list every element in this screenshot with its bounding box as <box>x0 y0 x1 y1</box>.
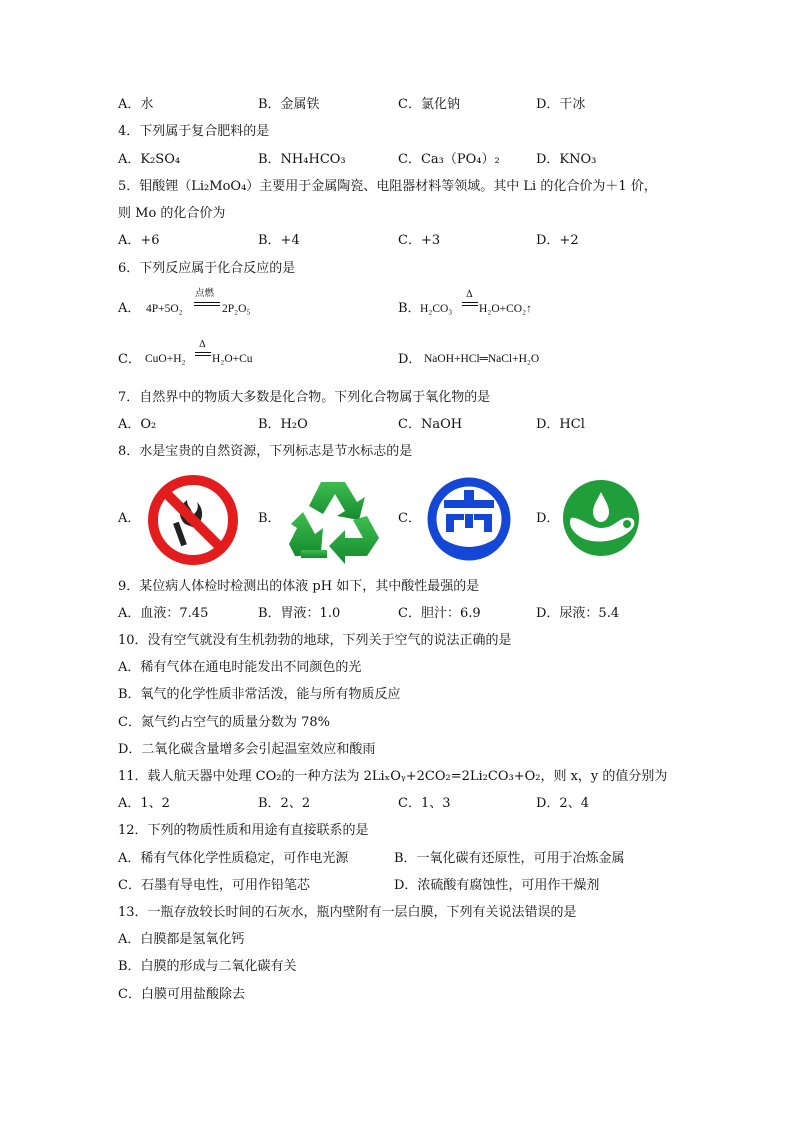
q6-label-c: C． <box>118 352 141 367</box>
q6-eq-a-arrow-bottom <box>194 305 220 306</box>
q4-stem: 4．下列属于复合肥料的是 <box>118 124 270 139</box>
q5-stem-line1: 5．钼酸锂（Li₂MoO₄）主要用于金属陶瓷、电阻器材料等领域。其中 Li 的化合价为＋1 价， <box>118 179 657 194</box>
q6-eq-c-left: CuO+H₂ <box>145 353 186 365</box>
q6-eq-a-right: 2P₂O₅ <box>222 303 251 315</box>
q4-option-a: A．K₂SO₄ <box>118 152 181 167</box>
q6-eq-a-left: 4P+5O₂ <box>146 303 183 315</box>
q13-option-c: C．白膜可用盐酸除去 <box>118 987 245 1002</box>
q12-stem: 12．下列的物质性质和用途有直接联系的是 <box>118 823 369 838</box>
q9-option-c: C．胆汁：6.9 <box>398 606 481 621</box>
q8-label-c: C． <box>398 511 421 526</box>
q10-option-b: B．氧气的化学性质非常活泼，能与所有物质反应 <box>118 687 401 702</box>
q11-option-c: C．1、3 <box>398 796 451 811</box>
q6-eq-b-arrow-top <box>462 302 478 303</box>
q9-option-a: A．血液：7.45 <box>118 606 209 621</box>
q12-option-b: B．一氧化碳有还原性，可用于冶炼金属 <box>394 851 625 866</box>
q6-eq-a-condition: 点燃 <box>195 288 215 299</box>
q8-label-a: A． <box>118 511 141 526</box>
q9-option-b: B．胃液：1.0 <box>258 606 341 621</box>
q8-label-b: B． <box>258 511 281 526</box>
q6-eq-a-arrow-top <box>194 302 220 303</box>
q7-option-a: A．O₂ <box>118 417 157 432</box>
q6-label-d: D． <box>398 352 422 367</box>
no-fire-sign-icon <box>147 474 239 566</box>
q3-option-b: B．金属铁 <box>258 97 320 112</box>
q3-option-a: A．水 <box>118 97 154 112</box>
q11-option-b: B．2、2 <box>258 796 311 811</box>
q6-eq-d: NaOH+HCl═NaCl+H₂O <box>424 353 540 365</box>
q5-option-b: B．+4 <box>258 233 300 248</box>
q13-stem: 13．一瓶存放较长时间的石灰水，瓶内壁附有一层白膜，下列有关说法错误的是 <box>118 905 577 920</box>
q7-option-c: C．NaOH <box>398 417 463 432</box>
recycle-sign-icon <box>287 472 383 568</box>
q13-option-a: A．白膜都是氢氧化钙 <box>118 932 245 947</box>
q4-option-c: C．Ca₃（PO₄）₂ <box>398 152 500 167</box>
q4-option-b: B．NH₄HCO₃ <box>258 152 346 167</box>
q13-option-b: B．白膜的形成与二氧化碳有关 <box>118 959 297 974</box>
q6-eq-c-arrow-bottom <box>195 355 211 356</box>
q8-stem: 8．水是宝贵的自然资源，下列标志是节水标志的是 <box>118 444 413 459</box>
q7-stem: 7．自然界中的物质大多数是化合物。下列化合物属于氧化物的是 <box>118 390 491 405</box>
q6-eq-b-right: H₂O+CO₂↑ <box>479 303 532 315</box>
q7-option-d: D．HCl <box>536 417 585 432</box>
q5-option-c: C．+3 <box>398 233 441 248</box>
q12-option-a: A．稀有气体化学性质稳定，可作电光源 <box>118 851 349 866</box>
q6-label-a: A． <box>118 301 141 316</box>
water-saving-tap-sign-icon <box>424 474 514 564</box>
q6-eq-c-right: H₂O+Cu <box>212 353 253 365</box>
q5-option-a: A．+6 <box>118 233 160 248</box>
q4-option-d: D．KNO₃ <box>536 152 597 167</box>
q10-option-d: D．二氧化碳含量增多会引起温室效应和酸雨 <box>118 742 376 757</box>
q12-option-d: D．浓硫酸有腐蚀性，可用作干燥剂 <box>394 878 600 893</box>
q10-option-c: C．氮气约占空气的质量分数为 78% <box>118 715 330 730</box>
q12-option-c: C．石墨有导电性，可用作铅笔芯 <box>118 878 310 893</box>
q9-option-d: D．尿液：5.4 <box>536 606 620 621</box>
q10-stem: 10．没有空气就没有生机勃勃的地球，下列关于空气的说法正确的是 <box>118 633 512 648</box>
q3-option-c: C．氯化钠 <box>398 97 460 112</box>
q6-label-b: B． <box>398 301 421 316</box>
q9-stem: 9．某位病人体检时检测出的体液 pH 如下，其中酸性最强的是 <box>118 579 480 594</box>
water-drop-sign-icon <box>561 478 641 558</box>
q11-option-a: A．1、2 <box>118 796 170 811</box>
q11-stem: 11．载人航天器中处理 CO₂的一种方法为 2LiₓOᵧ+2CO₂=2Li₂CO₃+O₂，则 x，y 的值分别为 <box>118 769 668 784</box>
q6-eq-b-condition: Δ <box>466 289 473 300</box>
q10-option-a: A．稀有气体在通电时能发出不同颜色的光 <box>118 660 362 675</box>
q7-option-b: B．H₂O <box>258 417 308 432</box>
q5-stem-line2: 则 Mo 的化合价为 <box>118 206 226 221</box>
q6-eq-b-left: H₂CO₃ <box>420 303 453 315</box>
q3-option-d: D．干冰 <box>536 97 586 112</box>
q6-eq-c-arrow-top <box>195 352 211 353</box>
q6-stem: 6．下列反应属于化合反应的是 <box>118 261 296 276</box>
q5-option-d: D．+2 <box>536 233 579 248</box>
q8-label-d: D． <box>536 511 560 526</box>
q6-eq-c-condition: Δ <box>199 339 206 350</box>
q6-eq-b-arrow-bottom <box>462 305 478 306</box>
q11-option-d: D．2、4 <box>536 796 589 811</box>
